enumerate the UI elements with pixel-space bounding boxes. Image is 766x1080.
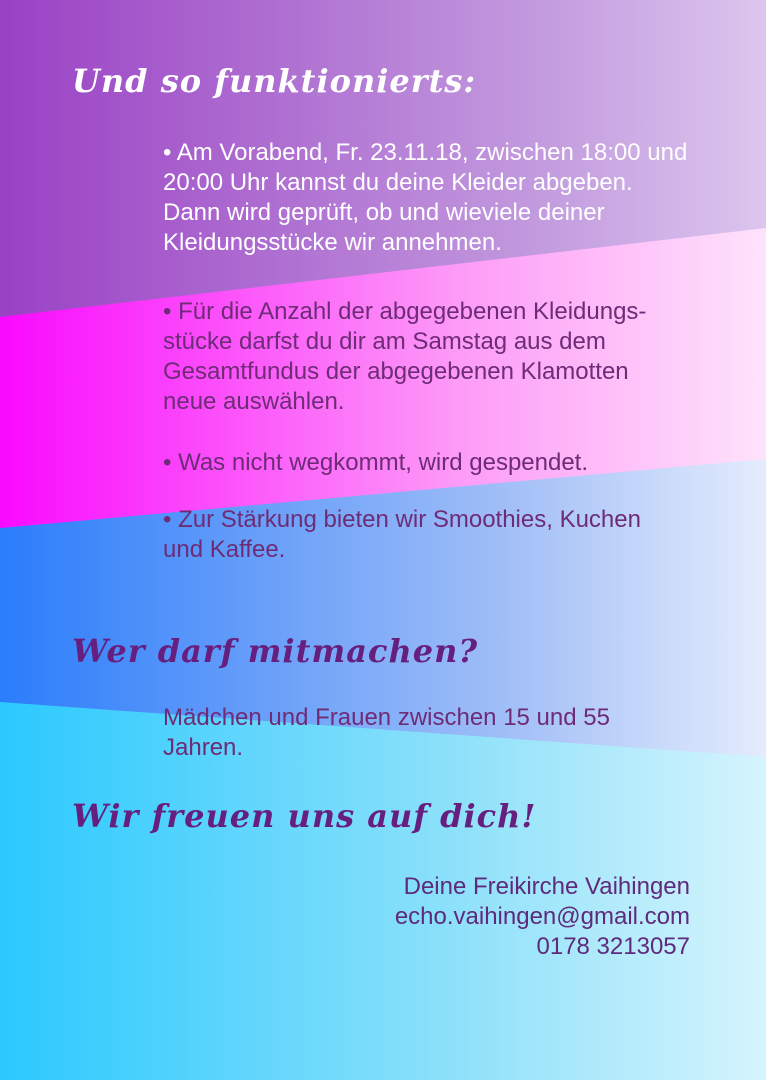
bullet-item-refreshments [163,505,641,565]
bullet-line: Kleidungsstücke wir annehmen. [163,229,502,256]
heading-closing: Wir freuen uns auf dich! [72,797,537,835]
bullet-line: und Kaffee. [163,536,286,563]
bullet-item-dropoff [163,138,687,258]
contact-phone: 0178 3213057 [536,933,690,960]
bullet-line: Gesamtfundus der abgegebenen Klamotten [163,358,629,385]
answer-line: Jahren. [163,734,244,761]
bullet-line: Dann wird geprüft, ob und wieviele deiner [163,199,605,226]
heading-how-it-works: Und so funktionierts: [72,62,477,100]
bullet-line: stücke darfst du dir am Samstag aus dem [163,328,606,355]
bullet-line: • Zur Stärkung bieten wir Smoothies, Kuchen [163,506,641,533]
bullet-line: 20:00 Uhr kannst du deine Kleider abgeben. [163,169,633,196]
bullet-line: • Was nicht wegkommt, wird gespendet. [163,449,589,476]
bullet-item-exchange [163,297,646,417]
contact-name: Deine Freikirche Vaihingen [403,873,690,900]
bullet-line: neue auswählen. [163,388,345,415]
answer-line: Mädchen und Frauen zwischen 15 und 55 [163,704,610,731]
contact-email: echo.vaihingen@gmail.com [394,903,690,930]
bullet-item-donation [163,448,588,478]
bullet-line: • Für die Anzahl der abgegebenen Kleidungs- [163,298,647,325]
heading-who-can-join: Wer darf mitmachen? [72,632,479,670]
contact-block [395,872,690,962]
bullet-line: • Am Vorabend, Fr. 23.11.18, zwischen 18:00 und [163,139,688,166]
who-can-join-answer [163,703,610,763]
